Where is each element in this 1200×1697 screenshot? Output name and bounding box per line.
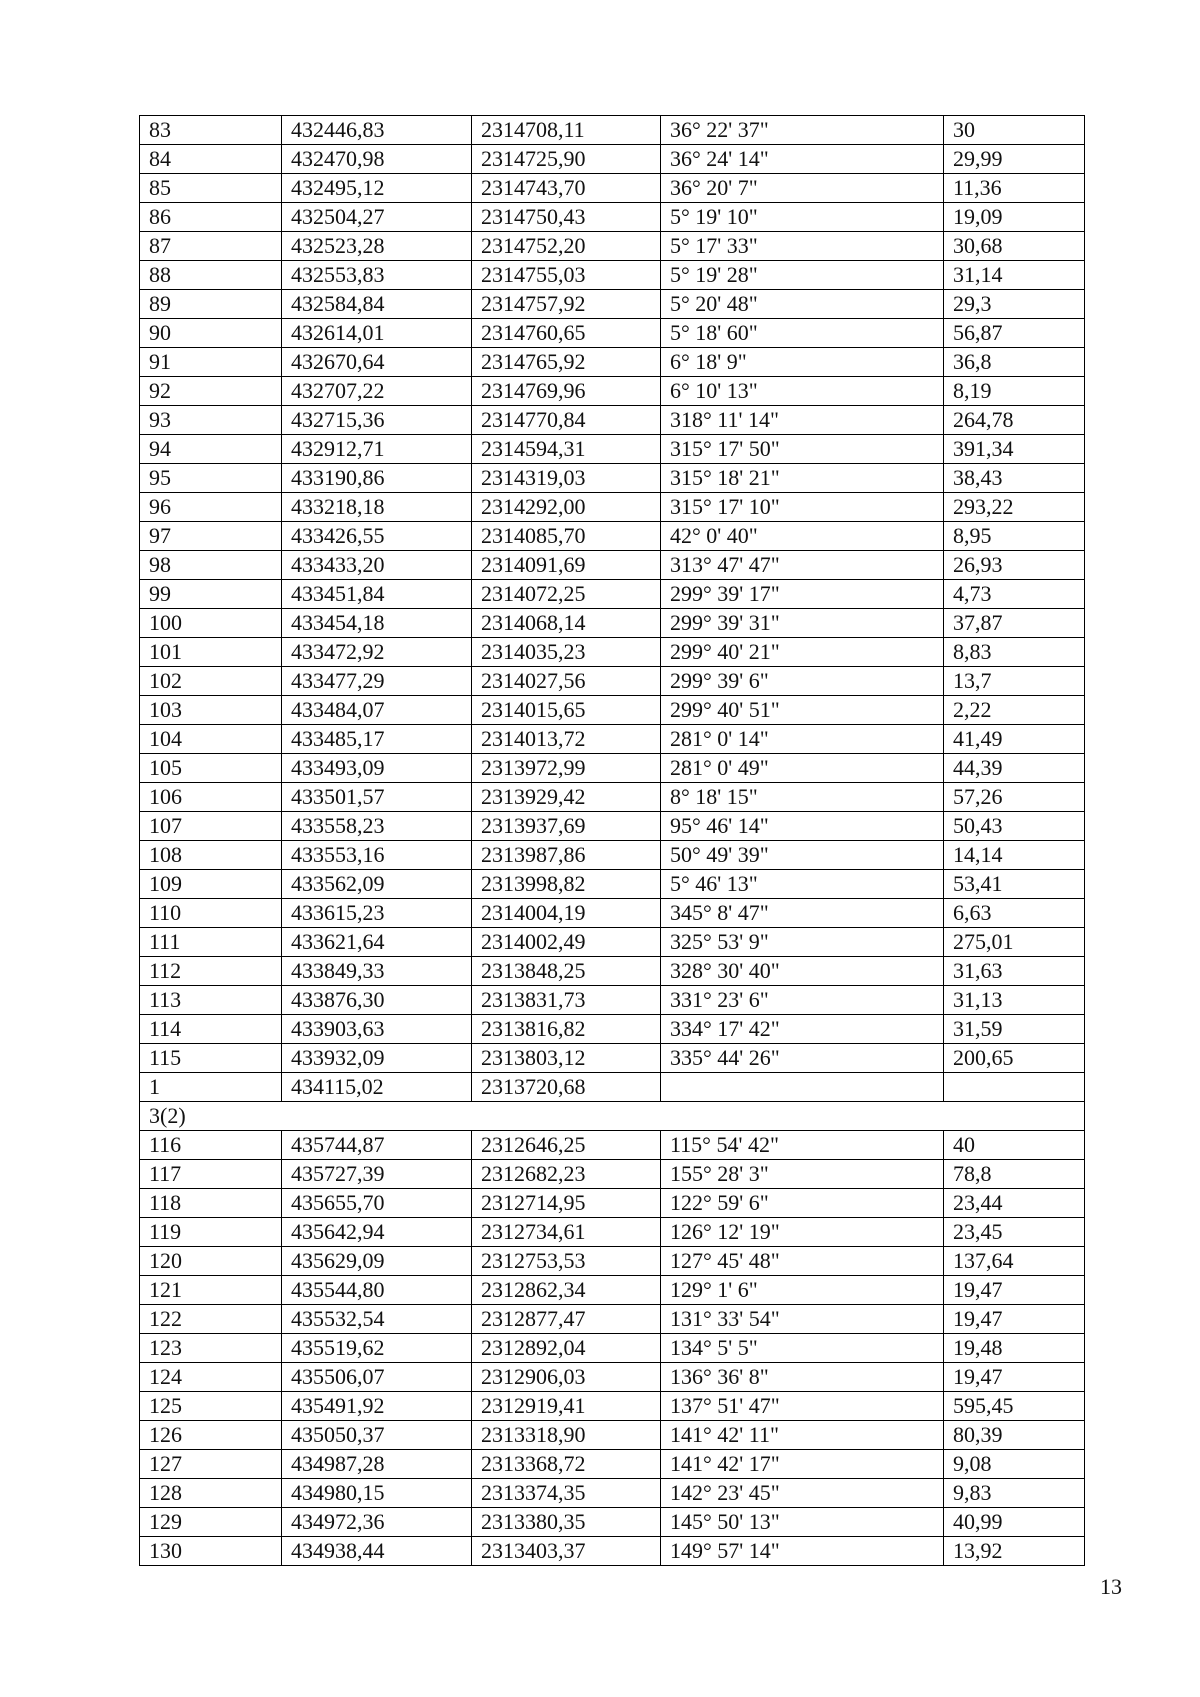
point-number-cell: 89 — [140, 290, 282, 319]
distance-cell: 41,49 — [944, 725, 1085, 754]
point-number-cell: 123 — [140, 1334, 282, 1363]
x-coordinate-cell: 432584,84 — [282, 290, 472, 319]
y-coordinate-cell: 2314091,69 — [472, 551, 661, 580]
table-row — [140, 957, 1085, 986]
table-row — [140, 290, 1085, 319]
distance-cell: 200,65 — [944, 1044, 1085, 1073]
distance-cell: 80,39 — [944, 1421, 1085, 1450]
y-coordinate-cell: 2314708,11 — [472, 116, 661, 145]
table-row — [140, 261, 1085, 290]
y-coordinate-cell: 2312753,53 — [472, 1247, 661, 1276]
table-row — [140, 377, 1085, 406]
table-row — [140, 638, 1085, 667]
bearing-cell: 6° 10' 13" — [661, 377, 944, 406]
y-coordinate-cell: 2314760,65 — [472, 319, 661, 348]
bearing-cell: 5° 18' 60" — [661, 319, 944, 348]
bearing-cell: 299° 40' 51" — [661, 696, 944, 725]
bearing-cell — [661, 1073, 944, 1102]
distance-cell: 595,45 — [944, 1392, 1085, 1421]
point-number-cell: 121 — [140, 1276, 282, 1305]
x-coordinate-cell: 432470,98 — [282, 145, 472, 174]
table-row — [140, 580, 1085, 609]
x-coordinate-cell: 435491,92 — [282, 1392, 472, 1421]
y-coordinate-cell: 2312734,61 — [472, 1218, 661, 1247]
section-label-cell: 3(2) — [140, 1102, 1085, 1131]
y-coordinate-cell: 2314035,23 — [472, 638, 661, 667]
bearing-cell: 95° 46' 14" — [661, 812, 944, 841]
y-coordinate-cell: 2313380,35 — [472, 1508, 661, 1537]
x-coordinate-cell: 434115,02 — [282, 1073, 472, 1102]
table-row — [140, 1189, 1085, 1218]
distance-cell: 9,08 — [944, 1450, 1085, 1479]
distance-cell: 137,64 — [944, 1247, 1085, 1276]
y-coordinate-cell: 2314068,14 — [472, 609, 661, 638]
table-row — [140, 464, 1085, 493]
x-coordinate-cell: 435655,70 — [282, 1189, 472, 1218]
x-coordinate-cell: 432495,12 — [282, 174, 472, 203]
table-row — [140, 1305, 1085, 1334]
distance-cell: 40 — [944, 1131, 1085, 1160]
y-coordinate-cell: 2314319,03 — [472, 464, 661, 493]
point-number-cell: 90 — [140, 319, 282, 348]
table-row — [140, 1508, 1085, 1537]
y-coordinate-cell: 2314770,84 — [472, 406, 661, 435]
point-number-cell: 128 — [140, 1479, 282, 1508]
table-row — [140, 1392, 1085, 1421]
x-coordinate-cell: 434980,15 — [282, 1479, 472, 1508]
page-number: 13 — [1100, 1574, 1122, 1599]
table-row — [140, 1044, 1085, 1073]
bearing-cell: 50° 49' 39" — [661, 841, 944, 870]
x-coordinate-cell: 433903,63 — [282, 1015, 472, 1044]
bearing-cell: 36° 20' 7" — [661, 174, 944, 203]
y-coordinate-cell: 2313720,68 — [472, 1073, 661, 1102]
bearing-cell: 134° 5' 5" — [661, 1334, 944, 1363]
point-number-cell: 87 — [140, 232, 282, 261]
bearing-cell: 129° 1' 6" — [661, 1276, 944, 1305]
bearing-cell: 141° 42' 11" — [661, 1421, 944, 1450]
x-coordinate-cell: 435506,07 — [282, 1363, 472, 1392]
y-coordinate-cell: 2314769,96 — [472, 377, 661, 406]
y-coordinate-cell: 2313929,42 — [472, 783, 661, 812]
table-row — [140, 174, 1085, 203]
table-row — [140, 1334, 1085, 1363]
table-row — [140, 1421, 1085, 1450]
distance-cell: 9,83 — [944, 1479, 1085, 1508]
bearing-cell: 122° 59' 6" — [661, 1189, 944, 1218]
point-number-cell: 122 — [140, 1305, 282, 1334]
bearing-cell: 127° 45' 48" — [661, 1247, 944, 1276]
distance-cell: 30,68 — [944, 232, 1085, 261]
table-row — [140, 667, 1085, 696]
x-coordinate-cell: 433454,18 — [282, 609, 472, 638]
y-coordinate-cell: 2313403,37 — [472, 1537, 661, 1566]
distance-cell: 29,3 — [944, 290, 1085, 319]
bearing-cell: 5° 19' 10" — [661, 203, 944, 232]
x-coordinate-cell: 433485,17 — [282, 725, 472, 754]
point-number-cell: 1 — [140, 1073, 282, 1102]
point-number-cell: 108 — [140, 841, 282, 870]
bearing-cell: 5° 17' 33" — [661, 232, 944, 261]
table-row — [140, 145, 1085, 174]
bearing-cell: 325° 53' 9" — [661, 928, 944, 957]
point-number-cell: 117 — [140, 1160, 282, 1189]
point-number-cell: 125 — [140, 1392, 282, 1421]
y-coordinate-cell: 2313816,82 — [472, 1015, 661, 1044]
bearing-cell: 155° 28' 3" — [661, 1160, 944, 1189]
table-row — [140, 812, 1085, 841]
distance-cell: 40,99 — [944, 1508, 1085, 1537]
y-coordinate-cell: 2314750,43 — [472, 203, 661, 232]
y-coordinate-cell: 2314027,56 — [472, 667, 661, 696]
distance-cell: 19,09 — [944, 203, 1085, 232]
table-row — [140, 1218, 1085, 1247]
point-number-cell: 118 — [140, 1189, 282, 1218]
bearing-cell: 131° 33' 54" — [661, 1305, 944, 1334]
x-coordinate-cell: 433433,20 — [282, 551, 472, 580]
distance-cell: 8,83 — [944, 638, 1085, 667]
table-row — [140, 841, 1085, 870]
y-coordinate-cell: 2313937,69 — [472, 812, 661, 841]
point-number-cell: 106 — [140, 783, 282, 812]
bearing-cell: 315° 18' 21" — [661, 464, 944, 493]
distance-cell: 57,26 — [944, 783, 1085, 812]
table-row — [140, 1450, 1085, 1479]
point-number-cell: 104 — [140, 725, 282, 754]
x-coordinate-cell: 433501,57 — [282, 783, 472, 812]
table-row — [140, 348, 1085, 377]
bearing-cell: 345° 8' 47" — [661, 899, 944, 928]
table-row — [140, 493, 1085, 522]
point-number-cell: 94 — [140, 435, 282, 464]
y-coordinate-cell: 2313987,86 — [472, 841, 661, 870]
x-coordinate-cell: 435642,94 — [282, 1218, 472, 1247]
point-number-cell: 93 — [140, 406, 282, 435]
distance-cell — [944, 1073, 1085, 1102]
distance-cell: 13,92 — [944, 1537, 1085, 1566]
x-coordinate-cell: 434972,36 — [282, 1508, 472, 1537]
y-coordinate-cell: 2314755,03 — [472, 261, 661, 290]
point-number-cell: 112 — [140, 957, 282, 986]
distance-cell: 30 — [944, 116, 1085, 145]
y-coordinate-cell: 2314725,90 — [472, 145, 661, 174]
y-coordinate-cell: 2314743,70 — [472, 174, 661, 203]
distance-cell: 31,63 — [944, 957, 1085, 986]
point-number-cell: 111 — [140, 928, 282, 957]
table-row — [140, 522, 1085, 551]
x-coordinate-cell: 433562,09 — [282, 870, 472, 899]
y-coordinate-cell: 2312906,03 — [472, 1363, 661, 1392]
x-coordinate-cell: 433484,07 — [282, 696, 472, 725]
x-coordinate-cell: 433876,30 — [282, 986, 472, 1015]
point-number-cell: 105 — [140, 754, 282, 783]
table-row — [140, 899, 1085, 928]
x-coordinate-cell: 435519,62 — [282, 1334, 472, 1363]
distance-cell: 53,41 — [944, 870, 1085, 899]
point-number-cell: 100 — [140, 609, 282, 638]
x-coordinate-cell: 434938,44 — [282, 1537, 472, 1566]
table-row — [140, 435, 1085, 464]
distance-cell: 38,43 — [944, 464, 1085, 493]
x-coordinate-cell: 433932,09 — [282, 1044, 472, 1073]
distance-cell: 6,63 — [944, 899, 1085, 928]
coordinates-table-body — [140, 116, 1085, 1566]
x-coordinate-cell: 434987,28 — [282, 1450, 472, 1479]
bearing-cell: 5° 20' 48" — [661, 290, 944, 319]
distance-cell: 31,13 — [944, 986, 1085, 1015]
point-number-cell: 97 — [140, 522, 282, 551]
y-coordinate-cell: 2313998,82 — [472, 870, 661, 899]
distance-cell: 391,34 — [944, 435, 1085, 464]
table-row — [140, 551, 1085, 580]
table-row — [140, 1537, 1085, 1566]
bearing-cell: 299° 40' 21" — [661, 638, 944, 667]
distance-cell: 36,8 — [944, 348, 1085, 377]
table-row — [140, 1073, 1085, 1102]
x-coordinate-cell: 433553,16 — [282, 841, 472, 870]
point-number-cell: 85 — [140, 174, 282, 203]
point-number-cell: 113 — [140, 986, 282, 1015]
bearing-cell: 281° 0' 14" — [661, 725, 944, 754]
table-row — [140, 116, 1085, 145]
point-number-cell: 99 — [140, 580, 282, 609]
y-coordinate-cell: 2312877,47 — [472, 1305, 661, 1334]
x-coordinate-cell: 432912,71 — [282, 435, 472, 464]
point-number-cell: 91 — [140, 348, 282, 377]
bearing-cell: 5° 19' 28" — [661, 261, 944, 290]
x-coordinate-cell: 435532,54 — [282, 1305, 472, 1334]
point-number-cell: 119 — [140, 1218, 282, 1247]
distance-cell: 264,78 — [944, 406, 1085, 435]
point-number-cell: 95 — [140, 464, 282, 493]
bearing-cell: 281° 0' 49" — [661, 754, 944, 783]
bearing-cell: 318° 11' 14" — [661, 406, 944, 435]
table-row — [140, 232, 1085, 261]
bearing-cell: 136° 36' 8" — [661, 1363, 944, 1392]
distance-cell: 11,36 — [944, 174, 1085, 203]
y-coordinate-cell: 2313374,35 — [472, 1479, 661, 1508]
point-number-cell: 92 — [140, 377, 282, 406]
x-coordinate-cell: 432670,64 — [282, 348, 472, 377]
y-coordinate-cell: 2314015,65 — [472, 696, 661, 725]
x-coordinate-cell: 435727,39 — [282, 1160, 472, 1189]
y-coordinate-cell: 2314004,19 — [472, 899, 661, 928]
x-coordinate-cell: 433477,29 — [282, 667, 472, 696]
bearing-cell: 36° 24' 14" — [661, 145, 944, 174]
y-coordinate-cell: 2313803,12 — [472, 1044, 661, 1073]
bearing-cell: 315° 17' 50" — [661, 435, 944, 464]
x-coordinate-cell: 433451,84 — [282, 580, 472, 609]
x-coordinate-cell: 433849,33 — [282, 957, 472, 986]
table-row — [140, 319, 1085, 348]
x-coordinate-cell: 433190,86 — [282, 464, 472, 493]
bearing-cell: 42° 0' 40" — [661, 522, 944, 551]
bearing-cell: 331° 23' 6" — [661, 986, 944, 1015]
point-number-cell: 96 — [140, 493, 282, 522]
distance-cell: 29,99 — [944, 145, 1085, 174]
distance-cell: 4,73 — [944, 580, 1085, 609]
bearing-cell: 328° 30' 40" — [661, 957, 944, 986]
bearing-cell: 145° 50' 13" — [661, 1508, 944, 1537]
point-number-cell: 116 — [140, 1131, 282, 1160]
x-coordinate-cell: 432523,28 — [282, 232, 472, 261]
point-number-cell: 107 — [140, 812, 282, 841]
bearing-cell: 6° 18' 9" — [661, 348, 944, 377]
x-coordinate-cell: 435050,37 — [282, 1421, 472, 1450]
bearing-cell: 5° 46' 13" — [661, 870, 944, 899]
point-number-cell: 88 — [140, 261, 282, 290]
point-number-cell: 86 — [140, 203, 282, 232]
distance-cell: 19,47 — [944, 1363, 1085, 1392]
distance-cell: 56,87 — [944, 319, 1085, 348]
x-coordinate-cell: 433493,09 — [282, 754, 472, 783]
x-coordinate-cell: 433558,23 — [282, 812, 472, 841]
x-coordinate-cell: 432446,83 — [282, 116, 472, 145]
point-number-cell: 127 — [140, 1450, 282, 1479]
y-coordinate-cell: 2314013,72 — [472, 725, 661, 754]
point-number-cell: 124 — [140, 1363, 282, 1392]
table-row — [140, 986, 1085, 1015]
x-coordinate-cell: 432707,22 — [282, 377, 472, 406]
distance-cell: 26,93 — [944, 551, 1085, 580]
distance-cell: 78,8 — [944, 1160, 1085, 1189]
table-row — [140, 1479, 1085, 1508]
point-number-cell: 83 — [140, 116, 282, 145]
bearing-cell: 334° 17' 42" — [661, 1015, 944, 1044]
distance-cell: 44,39 — [944, 754, 1085, 783]
x-coordinate-cell: 435544,80 — [282, 1276, 472, 1305]
point-number-cell: 101 — [140, 638, 282, 667]
distance-cell: 37,87 — [944, 609, 1085, 638]
bearing-cell: 142° 23' 45" — [661, 1479, 944, 1508]
y-coordinate-cell: 2314594,31 — [472, 435, 661, 464]
bearing-cell: 141° 42' 17" — [661, 1450, 944, 1479]
y-coordinate-cell: 2313368,72 — [472, 1450, 661, 1479]
distance-cell: 19,48 — [944, 1334, 1085, 1363]
distance-cell: 293,22 — [944, 493, 1085, 522]
x-coordinate-cell: 433472,92 — [282, 638, 472, 667]
table-row — [140, 870, 1085, 899]
y-coordinate-cell: 2314752,20 — [472, 232, 661, 261]
x-coordinate-cell: 435744,87 — [282, 1131, 472, 1160]
y-coordinate-cell: 2314757,92 — [472, 290, 661, 319]
distance-cell: 275,01 — [944, 928, 1085, 957]
distance-cell: 14,14 — [944, 841, 1085, 870]
y-coordinate-cell: 2312682,23 — [472, 1160, 661, 1189]
point-number-cell: 130 — [140, 1537, 282, 1566]
x-coordinate-cell: 432715,36 — [282, 406, 472, 435]
table-row — [140, 609, 1085, 638]
bearing-cell: 335° 44' 26" — [661, 1044, 944, 1073]
table-row — [140, 783, 1085, 812]
x-coordinate-cell: 435629,09 — [282, 1247, 472, 1276]
table-row — [140, 1160, 1085, 1189]
y-coordinate-cell: 2312919,41 — [472, 1392, 661, 1421]
table-row — [140, 1363, 1085, 1392]
point-number-cell: 115 — [140, 1044, 282, 1073]
point-number-cell: 84 — [140, 145, 282, 174]
distance-cell: 31,14 — [944, 261, 1085, 290]
distance-cell: 8,19 — [944, 377, 1085, 406]
distance-cell: 2,22 — [944, 696, 1085, 725]
y-coordinate-cell: 2312892,04 — [472, 1334, 661, 1363]
x-coordinate-cell: 433615,23 — [282, 899, 472, 928]
distance-cell: 23,45 — [944, 1218, 1085, 1247]
bearing-cell: 137° 51' 47" — [661, 1392, 944, 1421]
x-coordinate-cell: 433218,18 — [282, 493, 472, 522]
bearing-cell: 299° 39' 6" — [661, 667, 944, 696]
table-row — [140, 406, 1085, 435]
point-number-cell: 109 — [140, 870, 282, 899]
bearing-cell: 299° 39' 17" — [661, 580, 944, 609]
table-row — [140, 696, 1085, 725]
table-row — [140, 1131, 1085, 1160]
distance-cell: 23,44 — [944, 1189, 1085, 1218]
point-number-cell: 129 — [140, 1508, 282, 1537]
point-number-cell: 102 — [140, 667, 282, 696]
bearing-cell: 313° 47' 47" — [661, 551, 944, 580]
point-number-cell: 98 — [140, 551, 282, 580]
table-row — [140, 1015, 1085, 1044]
y-coordinate-cell: 2314765,92 — [472, 348, 661, 377]
distance-cell: 31,59 — [944, 1015, 1085, 1044]
bearing-cell: 36° 22' 37" — [661, 116, 944, 145]
bearing-cell: 149° 57' 14" — [661, 1537, 944, 1566]
distance-cell: 8,95 — [944, 522, 1085, 551]
distance-cell: 19,47 — [944, 1305, 1085, 1334]
point-number-cell: 103 — [140, 696, 282, 725]
point-number-cell: 114 — [140, 1015, 282, 1044]
distance-cell: 19,47 — [944, 1276, 1085, 1305]
bearing-cell: 8° 18' 15" — [661, 783, 944, 812]
point-number-cell: 110 — [140, 899, 282, 928]
bearing-cell: 315° 17' 10" — [661, 493, 944, 522]
table-row — [140, 1276, 1085, 1305]
y-coordinate-cell: 2314072,25 — [472, 580, 661, 609]
x-coordinate-cell: 432614,01 — [282, 319, 472, 348]
x-coordinate-cell: 432553,83 — [282, 261, 472, 290]
x-coordinate-cell: 433426,55 — [282, 522, 472, 551]
x-coordinate-cell: 433621,64 — [282, 928, 472, 957]
y-coordinate-cell: 2312714,95 — [472, 1189, 661, 1218]
bearing-cell: 299° 39' 31" — [661, 609, 944, 638]
y-coordinate-cell: 2313831,73 — [472, 986, 661, 1015]
point-number-cell: 120 — [140, 1247, 282, 1276]
table-row — [140, 203, 1085, 232]
y-coordinate-cell: 2312646,25 — [472, 1131, 661, 1160]
y-coordinate-cell: 2314002,49 — [472, 928, 661, 957]
table-row — [140, 725, 1085, 754]
table-row — [140, 928, 1085, 957]
coordinates-table — [139, 115, 1085, 1566]
y-coordinate-cell: 2314085,70 — [472, 522, 661, 551]
table-row — [140, 1247, 1085, 1276]
x-coordinate-cell: 432504,27 — [282, 203, 472, 232]
distance-cell: 50,43 — [944, 812, 1085, 841]
y-coordinate-cell: 2313972,99 — [472, 754, 661, 783]
bearing-cell: 126° 12' 19" — [661, 1218, 944, 1247]
distance-cell: 13,7 — [944, 667, 1085, 696]
y-coordinate-cell: 2312862,34 — [472, 1276, 661, 1305]
table-row — [140, 754, 1085, 783]
y-coordinate-cell: 2314292,00 — [472, 493, 661, 522]
y-coordinate-cell: 2313848,25 — [472, 957, 661, 986]
point-number-cell: 126 — [140, 1421, 282, 1450]
y-coordinate-cell: 2313318,90 — [472, 1421, 661, 1450]
section-header-row — [140, 1102, 1085, 1131]
bearing-cell: 115° 54' 42" — [661, 1131, 944, 1160]
